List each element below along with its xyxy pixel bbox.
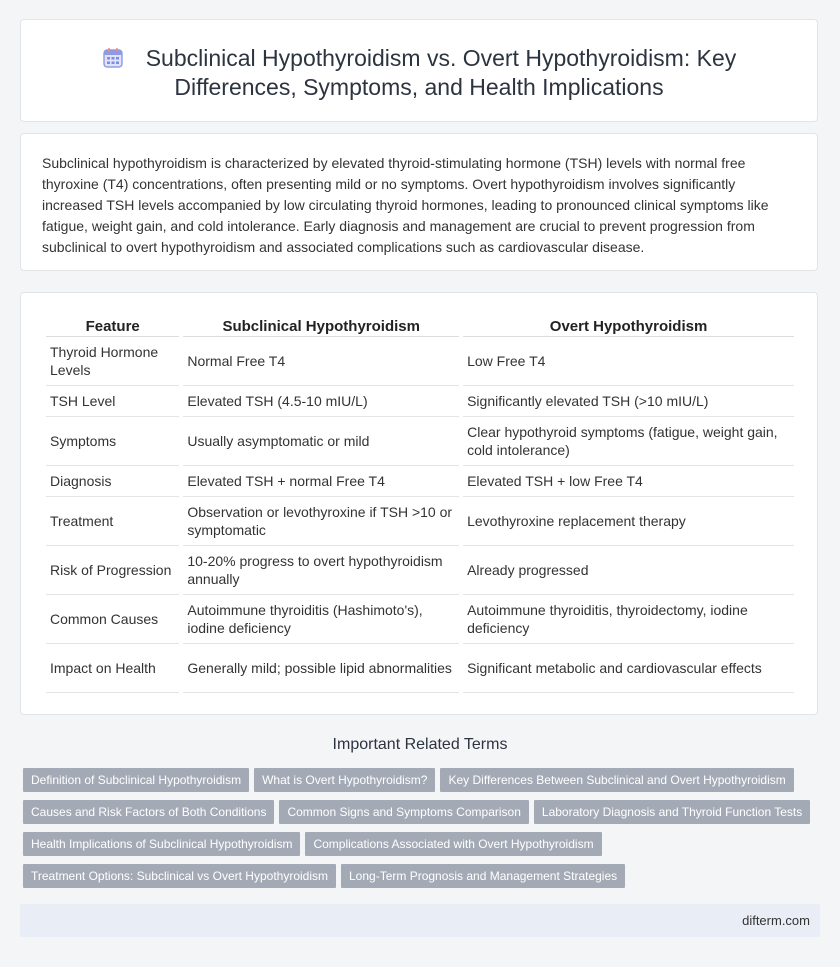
table-cell: Symptoms <box>46 417 179 466</box>
title-line-2: Differences, Symptoms, and Health Implications <box>174 74 664 100</box>
table-cell: Elevated TSH + normal Free T4 <box>183 466 459 497</box>
related-term-tag[interactable]: Health Implications of Subclinical Hypothyroidism <box>23 832 300 856</box>
comparison-table-card <box>20 292 818 715</box>
related-term-tag[interactable]: Common Signs and Symptoms Comparison <box>279 800 528 824</box>
table-cell: Significantly elevated TSH (>10 mIU/L) <box>463 386 794 417</box>
intro-paragraph: Subclinical hypothyroidism is characterized by elevated thyroid-stimulating hormone (TSH) levels with normal free thyroxine (T4) concentrations, often presenting mild or no symptoms. Overt hypothyroidism involves significantly increased TSH levels accompanied by low circulating thyroid hormones, leading to pronounced clinical symptoms like fatigue, weight gain, and cold intolerance. Early diagnosis and management are crucial to prevent progression from subclinical to overt hypothyroidism and associated complications such as cardiovascular disease. <box>42 155 769 255</box>
table-cell: Autoimmune thyroiditis, thyroidectomy, iodine deficiency <box>463 595 794 644</box>
site-name[interactable]: difterm.com <box>742 913 810 928</box>
table-cell: 10-20% progress to overt hypothyroidism annually <box>183 546 459 595</box>
title-line-1: Subclinical Hypothyroidism vs. Overt Hypothyroidism: Key <box>145 45 737 71</box>
header-overt: Overt Hypothyroidism <box>463 316 794 337</box>
table-header-row <box>46 316 794 337</box>
table-cell: Generally mild; possible lipid abnormalities <box>183 644 459 693</box>
table-row <box>46 546 794 595</box>
table-row <box>46 595 794 644</box>
table-row <box>46 644 794 693</box>
related-term-tag[interactable]: Laboratory Diagnosis and Thyroid Function Tests <box>534 800 810 824</box>
comparison-table <box>42 316 798 693</box>
table-row <box>46 497 794 546</box>
tag-row <box>23 768 823 800</box>
intro-card <box>20 133 818 271</box>
related-term-tag[interactable]: Long-Term Prognosis and Management Strategies <box>341 864 625 888</box>
table-cell: Elevated TSH + low Free T4 <box>463 466 794 497</box>
calendar-grid-icon <box>102 47 124 69</box>
table-row <box>46 386 794 417</box>
tag-row <box>23 800 823 832</box>
related-term-tag[interactable]: What is Overt Hypothyroidism? <box>254 768 435 792</box>
table-cell: Levothyroxine replacement therapy <box>463 497 794 546</box>
header-feature: Feature <box>46 316 179 337</box>
tag-row <box>23 832 823 864</box>
header-subclinical: Subclinical Hypothyroidism <box>183 316 459 337</box>
table-cell: Low Free T4 <box>463 337 794 386</box>
related-term-tag[interactable]: Definition of Subclinical Hypothyroidism <box>23 768 249 792</box>
footer <box>20 904 820 937</box>
table-cell: Normal Free T4 <box>183 337 459 386</box>
table-cell: Impact on Health <box>46 644 179 693</box>
table-cell: Diagnosis <box>46 466 179 497</box>
table-cell: Thyroid Hormone Levels <box>46 337 179 386</box>
related-terms-list <box>23 768 823 896</box>
table-cell: Significant metabolic and cardiovascular effects <box>463 644 794 693</box>
page-title <box>21 44 817 102</box>
table-cell: Clear hypothyroid symptoms (fatigue, weight gain, cold intolerance) <box>463 417 794 466</box>
tag-row <box>23 864 823 896</box>
related-term-tag[interactable]: Causes and Risk Factors of Both Conditions <box>23 800 274 824</box>
table-cell: Autoimmune thyroiditis (Hashimoto's), iodine deficiency <box>183 595 459 644</box>
table-cell: Usually asymptomatic or mild <box>183 417 459 466</box>
table-cell: Observation or levothyroxine if TSH >10 or symptomatic <box>183 497 459 546</box>
related-term-tag[interactable]: Key Differences Between Subclinical and Overt Hypothyroidism <box>440 768 793 792</box>
table-cell: Treatment <box>46 497 179 546</box>
table-row <box>46 466 794 497</box>
table-cell: Common Causes <box>46 595 179 644</box>
table-row <box>46 337 794 386</box>
table-cell: Already progressed <box>463 546 794 595</box>
related-term-tag[interactable]: Treatment Options: Subclinical vs Overt Hypothyroidism <box>23 864 336 888</box>
related-terms-title: Important Related Terms <box>332 736 508 753</box>
header-card <box>20 19 818 122</box>
table-cell: Risk of Progression <box>46 546 179 595</box>
related-term-tag[interactable]: Complications Associated with Overt Hypothyroidism <box>305 832 601 856</box>
table-cell: Elevated TSH (4.5-10 mIU/L) <box>183 386 459 417</box>
table-row <box>46 417 794 466</box>
table-cell: TSH Level <box>46 386 179 417</box>
